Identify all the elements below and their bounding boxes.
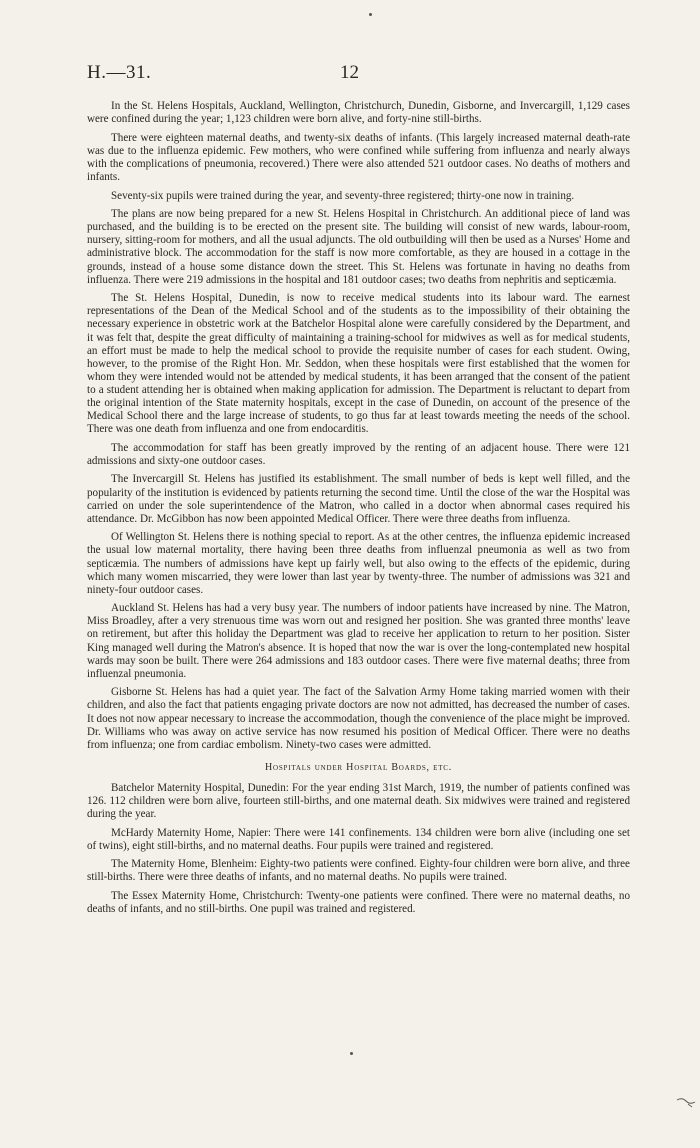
paragraph-auckland: Auckland St. Helens has had a very busy year. The numbers of indoor patients have increased by nine. The Matron, Miss Broadley, after a very strenuous time was worn out and resigned her position. She was granted three months' leave on retirement, but after this holiday the Department was glad to receive her application to return to her position. Sister King managed well during the Matron's absence. It is hoped that now the war is over the long-contemplated new hospital wards may soon be built. There were 264 admissions and 183 outdoor cases. There were five maternal deaths; three from influenzal pneumonia. (87, 602, 630, 680)
report-body (87, 100, 630, 922)
document-code: H.—31. (87, 62, 152, 83)
corner-pencil-mark (676, 1096, 696, 1108)
paragraph-mchardy: McHardy Maternity Home, Napier: There were 141 confinements. 134 children were born alive (including one set of twins), eight still-births, and no maternal deaths. Four pupils were trained and registered. (87, 826, 630, 852)
paragraph-gisborne: Gisborne St. Helens has had a quiet year. The fact of the Salvation Army Home taking married women with their children, and also the fact that patients engaging private doctors are now not admitted, has decreased the number of cases. It does not now appear necessary to increase the accommodation, though the convenience of the place might be improved. Dr. Williams who was away on active service has now resumed his position of Medical Officer. There were no deaths from influenza; one from cardiac embolism. Ninety-two cases were admitted. (87, 686, 630, 751)
paragraph-pupils-trained: Seventy-six pupils were trained during the year, and seventy-three registered; thirty-one now in training. (111, 189, 575, 202)
paragraph-essex: The Essex Maternity Home, Christchurch: Twenty-one patients were confined. There were no maternal deaths, no deaths of infants, and no still-births. One pupil was trained and registered. (87, 890, 630, 916)
paragraph-wellington: Of Wellington St. Helens there is nothing special to report. As at the other centres, the influenza epidemic increased the usual low maternal mortality, there having been three deaths from influenzal pneumonia as well as two from septicæmia. The numbers of admissions have kept up fairly well, but also owing to the effects of the epidemic, during which many women miscarried, they were lower than last year by twenty-three. The number of admissions was 321 and ninety-four outdoor cases. (87, 531, 630, 596)
paragraph-blenheim: The Maternity Home, Blenheim: Eighty-two patients were confined. Eighty-four children were born alive, and three still-births. There were three deaths of infants, and no maternal deaths. No pupils were trained. (87, 858, 630, 884)
paragraph-dunedin-staff: The accommodation for staff has been greatly improved by the renting of an adjacent house. There were 121 admissions and sixty-one outdoor cases. (87, 441, 630, 467)
paragraph-st-helens-summary: In the St. Helens Hospitals, Auckland, Wellington, Christchurch, Dunedin, Gisborne, and Invercargill, 1,129 cases were confined during the year; 1,123 children were born alive, and forty-nine still-births. (87, 100, 630, 126)
paragraph-maternal-deaths: There were eighteen maternal deaths, and twenty-six deaths of infants. (This largely increased maternal death-rate was due to the influenza epidemic. Few mothers, who were confined while suffering from influenza and nearly always with the complications of pneumonia, recovered.) There were also attended 521 outdoor cases. No deaths of mothers and infants. (87, 131, 630, 183)
scan-speck (350, 1052, 353, 1055)
page-number: 12 (340, 62, 359, 83)
scan-speck (369, 13, 372, 16)
paragraph-invercargill: The Invercargill St. Helens has justified its establishment. The small number of beds is kept well filled, and the popularity of the institution is evidenced by patients returning the second time. Until the close of the war the Hospital was carried on under the sole superintendence of the Matron, who called in a doctor when abnormal cases required his attendance. Dr. McGibbon has now been appointed Medical Officer. There were three deaths from influenza. (87, 473, 630, 525)
paragraph-christchurch: The plans are now being prepared for a new St. Helens Hospital in Christchurch. An additional piece of land was purchased, and the building is to be erected on the present site. The building will consist of new wards, labour-room, nursery, sitting-room for mothers, and all the usual adjuncts. The old outbuilding will then be used as a Nurses' Home and administrative block. The accommodation for the staff is now more comfortable, as they are housed in a cottage in the grounds, instead of a house some distance down the street. This St. Helens was fortunate in having no deaths from influenza. There were 219 admissions in the hospital and 181 outdoor cases; two deaths from nephritis and septicæmia. (87, 208, 630, 286)
paragraph-batchelor: Batchelor Maternity Hospital, Dunedin: For the year ending 31st March, 1919, the number of patients confined was 126. 112 children were born alive, fourteen still-births, and one maternal death. Six midwives were trained and registered during the year. (87, 781, 630, 821)
section-heading: Hospitals under Hospital Boards, etc. (264, 761, 453, 773)
paragraph-dunedin: The St. Helens Hospital, Dunedin, is now to receive medical students into its labour ward. The earnest representations of the Dean of the Medical School and of the students as to the impossibility of their obtaining the necessary experience in obstetric work at the Batchelor Hospital alone were carefully considered by the Department, and it was felt that, despite the great difficulty of maintaining a training-school for midwives as well as for medical students, an effort must be made to help the medical school to provide the requisite number of cases for each student. Owing, however, to the promise of the Right Hon. Mr. Seddon, when these hospitals were first established that the women for whom they were intended would not be attended by medical students, it has been arranged that the consent of the patient to a student attending her is obtained when making application for admission. The Department is reluctant to depart from the original intention of the State maternity hospitals, except in the case of Dunedin, on account of the presence of the Medical School there and the large increase of students, to go thus far at least towards meeting the needs of the school. There was one death from influenza and one from endocarditis. (87, 292, 630, 436)
